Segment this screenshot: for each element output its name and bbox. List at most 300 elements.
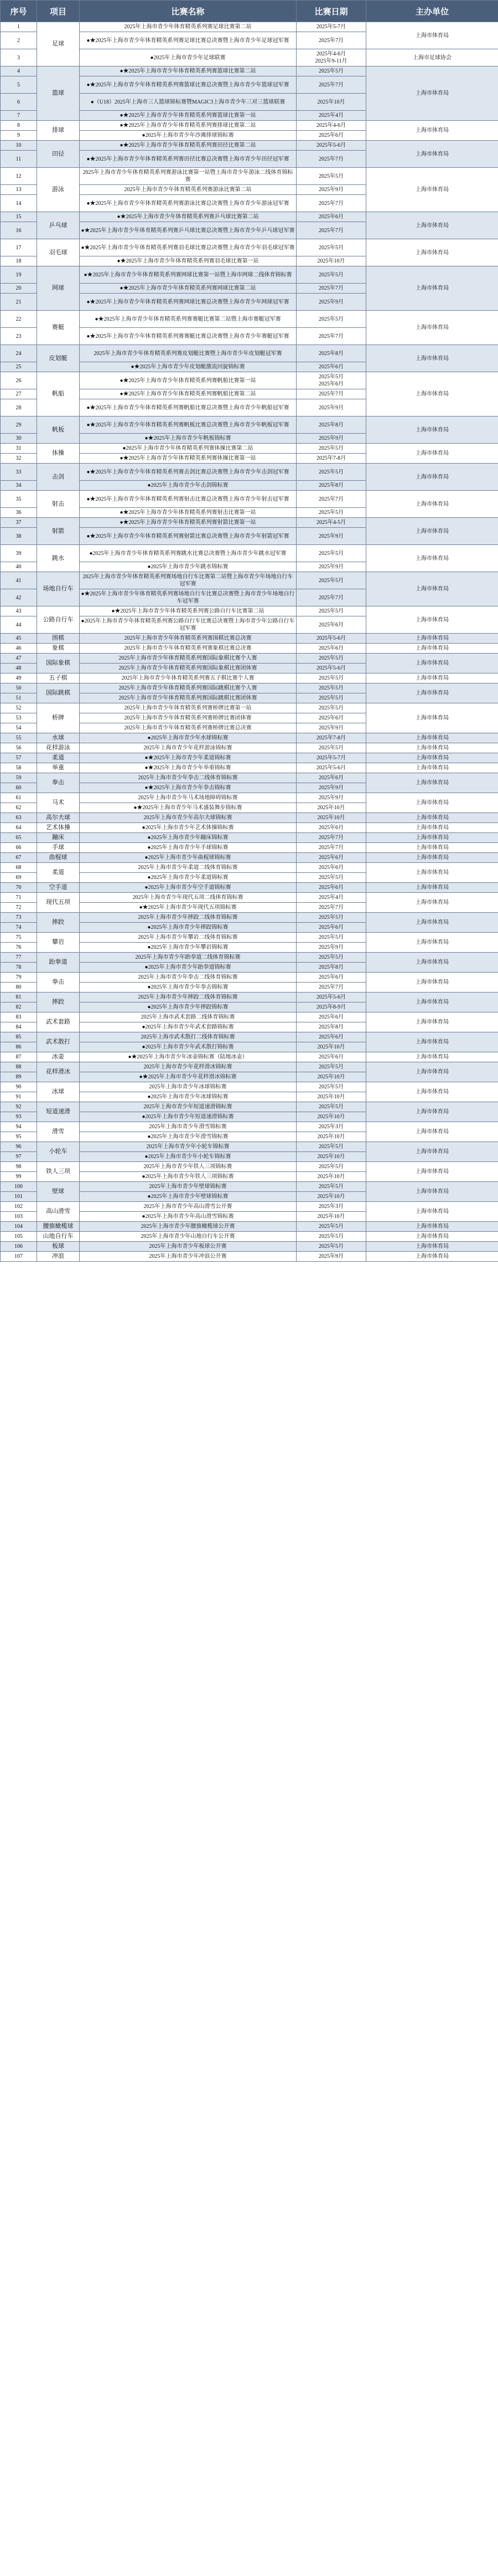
row-event-name: ●2025年上海市青少年体育精英系列赛公路自行车比赛总决赛暨上海市青少年公路自行车冠军赛 [80,616,297,634]
row-date: 2025年5月 2025年6月 [297,372,366,389]
row-organizer: 上海市体育局 [366,823,498,833]
row-project: 手球 [37,843,80,853]
row-project: 排球 [37,121,80,141]
table-row [1,993,498,1002]
row-project: 高山滑雪 [37,1202,80,1222]
row-seq: 62 [1,803,37,813]
row-date: 2025年6月 [297,713,366,723]
row-event-name: ●2025年上海市青少年手球锦标赛 [80,843,297,853]
row-seq: 29 [1,417,37,434]
row-seq: 18 [1,256,37,266]
row-organizer: 上海市体育局 [366,993,498,1012]
row-date: 2025年5月 [297,1162,366,1172]
table-row [1,66,498,76]
row-event-name: 2025年上海市青少年马术场地障碍锦标赛 [80,793,297,803]
row-date: 2025年6月 [297,644,366,654]
row-event-name: ●2025年上海市青少年攀岩锦标赛 [80,943,297,953]
row-project: 马术 [37,793,80,813]
row-event-name: 2025年上海市青少年短道速滑锦标赛 [80,1102,297,1112]
row-seq: 81 [1,993,37,1002]
row-seq: 87 [1,1052,37,1062]
row-date: 2025年5月 [297,508,366,518]
row-organizer: 上海市体育局 [366,953,498,973]
table-row [1,239,498,256]
row-date: 2025年5-7月 [297,753,366,763]
row-seq: 68 [1,863,37,873]
row-project: 体操 [37,444,80,464]
row-seq: 105 [1,1232,37,1242]
row-seq: 83 [1,1012,37,1022]
row-project: 网球 [37,266,80,311]
row-seq: 90 [1,1082,37,1092]
row-date: 2025年10月 [297,1192,366,1202]
row-project: 蹦床 [37,833,80,843]
row-organizer: 上海市体育局 [366,66,498,121]
row-seq: 70 [1,883,37,893]
row-organizer: 上海市体育局 [366,863,498,883]
row-organizer: 上海市体育局 [366,673,498,683]
row-project: 篮球 [37,66,80,121]
row-seq: 84 [1,1022,37,1032]
row-event-name: 2025年上海市青少年体育精英系列赛足球比赛第二站 [80,22,297,32]
row-organizer: 上海市体育局 [366,683,498,703]
row-date: 2025年5月 [297,703,366,713]
row-date: 2025年6月 [297,212,366,222]
row-seq: 10 [1,141,37,151]
row-organizer: 上海市体育局 [366,853,498,863]
row-event-name: 2025年上海市青少年高尔夫球锦标赛 [80,813,297,823]
row-event-name: 2025年上海市青少年体育精英系列赛桥牌比赛总决赛 [80,723,297,733]
row-organizer: 上海市体育局 [366,893,498,913]
row-date: 2025年6月 [297,823,366,833]
row-event-name: ●★2025年上海市青少年体育精英系列赛乒乓球比赛总决赛暨上海市青少年乒乓球冠军赛 [80,222,297,239]
row-date: 2025年6月 [297,616,366,634]
row-organizer: 上海市体育局 [366,239,498,266]
table-row [1,1232,498,1242]
row-organizer: 上海市体育局 [366,813,498,823]
row-date: 2025年10月 [297,1172,366,1182]
row-date: 2025年8月 [297,481,366,491]
row-seq: 23 [1,328,37,345]
row-date: 2025年5月 [297,873,366,883]
row-event-name: ●★2025年上海市青少年举重锦标赛 [80,763,297,773]
row-event-name: 2025年上海市青少年山地自行车公开赛 [80,1232,297,1242]
row-event-name: ●2025年上海市青少年足球联赛 [80,49,297,66]
row-date: 2025年6月 [297,863,366,873]
row-project: 短道速滑 [37,1102,80,1122]
row-organizer: 上海市体育局 [366,883,498,893]
table-row [1,464,498,481]
row-organizer: 上海市体育局 [366,464,498,491]
table-row [1,683,498,693]
row-event-name: ●★2025年上海市青少年帆板锦标赛 [80,434,297,444]
row-organizer: 上海市足球协会 [366,49,498,66]
row-event-name: 2025年上海市青少年跆拳道二线体育锦标赛 [80,953,297,963]
table-row [1,1012,498,1022]
row-event-name: 2025年上海市青少年体育精英系列赛五子棋比赛个人赛 [80,673,297,683]
row-date: 2025年5月 [297,545,366,562]
row-seq: 11 [1,151,37,168]
table-row [1,933,498,943]
row-date: 2025年9月 [297,185,366,195]
row-project: 击剑 [37,464,80,491]
row-date: 2025年10月 [297,1212,366,1222]
row-seq: 103 [1,1212,37,1222]
row-organizer: 上海市体育局 [366,141,498,168]
row-seq: 69 [1,873,37,883]
row-event-name: 2025年上海市青少年体育精英系列赛国际象棋比赛团体赛 [80,664,297,673]
row-event-name: ●★2025年上海市青少年柔道锦标赛 [80,753,297,763]
row-date: 2025年9月 [297,1252,366,1262]
table-row [1,572,498,589]
row-project: 围棋 [37,634,80,644]
row-date: 2025年5月 [297,1222,366,1232]
row-project: 高尔夫球 [37,813,80,823]
table-row [1,813,498,823]
row-event-name: ●★2025年上海市青少年体育精英系列赛帆船比赛第一站 [80,372,297,389]
row-event-name: ●2025年上海市青少年击剑锦标赛 [80,481,297,491]
row-project: 拳击 [37,973,80,993]
row-event-name: 2025年上海市青少年小轮车锦标赛 [80,1142,297,1152]
table-row [1,311,498,328]
row-date: 2025年5月 [297,933,366,943]
row-event-name: 2025年上海市青少年体育精英系列赛场地自行车比赛第二站暨上海市青少年场地自行车冠军赛 [80,572,297,589]
row-date: 2025年9月 [297,723,366,733]
row-date: 2025年6月 [297,923,366,933]
row-date: 2025年7月 [297,328,366,345]
row-seq: 61 [1,793,37,803]
row-seq: 4 [1,66,37,76]
row-organizer: 上海市体育局 [366,743,498,753]
row-organizer: 上海市体育局 [366,121,498,141]
row-event-name: 2025年上海市青少年腰旗橄榄球公开赛 [80,1222,297,1232]
row-organizer: 上海市体育局 [366,1062,498,1082]
row-event-name: 2025年上海市武术散打二线体育锦标赛 [80,1032,297,1042]
row-seq: 9 [1,131,37,141]
row-project: 小轮车 [37,1142,80,1162]
table-row [1,763,498,773]
row-event-name: ●2025年上海市青少年小轮车锦标赛 [80,1152,297,1162]
row-event-name: 2025年上海市青少年铁人三项锦标赛 [80,1162,297,1172]
row-seq: 99 [1,1172,37,1182]
row-date: 2025年5-7月 [297,22,366,32]
row-seq: 102 [1,1202,37,1212]
row-event-name: ●2025年上海市青少年拳击锦标赛 [80,983,297,993]
row-seq: 12 [1,168,37,185]
row-event-name: 2025年上海市青少年花样滑冰锦标赛 [80,1062,297,1072]
row-seq: 54 [1,723,37,733]
row-project: 冰壶 [37,1052,80,1062]
row-seq: 31 [1,444,37,454]
row-event-name: 2025年上海市青少年体育精英系列赛游泳比赛第一站暨上海市青少年游泳二线体育锦标赛 [80,168,297,185]
row-seq: 14 [1,195,37,212]
row-seq: 89 [1,1072,37,1082]
row-date: 2025年5-6月 [297,634,366,644]
row-event-name: ●2025年上海市青少年柔道锦标赛 [80,873,297,883]
table-row [1,1162,498,1172]
row-date: 2025年6月 [297,883,366,893]
row-event-name: ●★2025年上海市青少年现代五项锦标赛 [80,903,297,913]
row-date: 2025年5月 [297,66,366,76]
row-seq: 37 [1,518,37,528]
row-seq: 98 [1,1162,37,1172]
row-seq: 96 [1,1142,37,1152]
row-event-name: ●2025年上海市青少年曲棍球锦标赛 [80,853,297,863]
row-project: 壁球 [37,1182,80,1202]
row-date: 2025年9月 [297,399,366,417]
row-date: 2025年5月 [297,311,366,328]
row-event-name: ●2025年上海市青少年摔跤锦标赛 [80,923,297,933]
row-project: 铁人三项 [37,1162,80,1182]
row-organizer: 上海市体育局 [366,1082,498,1102]
row-event-name: ●2025年上海市青少年蹦床锦标赛 [80,833,297,843]
row-project: 攀岩 [37,933,80,953]
row-seq: 5 [1,76,37,94]
row-date: 2025年10月 [297,803,366,813]
row-seq: 78 [1,963,37,973]
row-event-name: 2025年上海市武术套路二线体育锦标赛 [80,1012,297,1022]
row-date: 2025年5月 [297,1102,366,1112]
row-event-name: ●★2025年上海市青少年马术盛装舞步锦标赛 [80,803,297,813]
row-organizer: 上海市体育局 [366,913,498,933]
row-organizer: 上海市体育局 [366,1242,498,1252]
row-date: 2025年6月 [297,362,366,372]
table-row [1,121,498,131]
row-seq: 32 [1,454,37,464]
row-seq: 51 [1,693,37,703]
row-date: 2025年9月 [297,434,366,444]
table-row [1,673,498,683]
row-event-name: 2025年上海市青少年攀岩二线体育锦标赛 [80,933,297,943]
row-date: 2025年9月 [297,528,366,545]
row-organizer: 上海市体育局 [366,417,498,444]
row-date: 2025年5月 [297,606,366,616]
row-event-name: ●★2025年上海市青少年冰壶锦标赛（陆地冰壶） [80,1052,297,1062]
row-organizer: 上海市体育局 [366,733,498,743]
row-project: 拳击 [37,773,80,793]
table-row [1,1242,498,1252]
row-event-name: ●2025年上海市青少年摔跤锦标赛 [80,1002,297,1012]
table-row [1,654,498,664]
row-date: 2025年3月 [297,1202,366,1212]
row-date: 2025年5月 [297,239,366,256]
row-event-name: ●★2025年上海市青少年体育精英系列赛羽毛球比赛总决赛暨上海市青少年羽毛球冠军赛 [80,239,297,256]
row-seq: 107 [1,1252,37,1262]
row-seq: 95 [1,1132,37,1142]
row-event-name: ●★2025年上海市青少年体育精英系列赛公路自行车比赛第二站 [80,606,297,616]
row-organizer: 上海市体育局 [366,1122,498,1142]
row-date: 2025年7月 [297,195,366,212]
row-event-name: 2025年上海市青少年壁球锦标赛 [80,1182,297,1192]
row-event-name: ●★2025年上海市青少年体育精英系列赛射击比赛第一站 [80,508,297,518]
row-date: 2025年7月 [297,284,366,294]
row-organizer: 上海市体育局 [366,1142,498,1162]
row-event-name: 2025年上海市青少年拳击二线体育锦标赛 [80,973,297,983]
row-event-name: ●2025年上海市青少年跆拳道锦标赛 [80,963,297,973]
row-event-name: ●2025年上海市青少年武术散打锦标赛 [80,1042,297,1052]
row-project: 武术散打 [37,1032,80,1052]
row-project: 足球 [37,22,80,66]
row-date: 2025年5月 [297,572,366,589]
row-organizer: 上海市体育局 [366,1162,498,1182]
row-seq: 2 [1,32,37,49]
row-project: 曲棍球 [37,853,80,863]
row-seq: 35 [1,491,37,508]
row-event-name: 2025年上海市青少年柔道二线体育锦标赛 [80,863,297,873]
row-event-name: 2025年上海市青少年拳击二线体育锦标赛 [80,773,297,783]
table-row [1,863,498,873]
row-project: 帆板 [37,417,80,444]
row-event-name: ●★2025年上海市青少年体育精英系列赛乒乓球比赛第二站 [80,212,297,222]
row-seq: 3 [1,49,37,66]
row-organizer: 上海市体育局 [366,1182,498,1202]
row-event-name: ●★2025年上海市青少年体育精英系列赛射箭比赛总决赛暨上海市青少年射箭冠军赛 [80,528,297,545]
row-date: 2025年5月 [297,444,366,454]
row-date: 2025年6月 [297,131,366,141]
row-seq: 13 [1,185,37,195]
row-date: 2025年5月 [297,464,366,481]
row-project: 水球 [37,733,80,743]
row-organizer: 上海市体育局 [366,22,498,49]
row-event-name: 2025年上海市青少年摔跤二线体育锦标赛 [80,993,297,1002]
row-date: 2025年10月 [297,1112,366,1122]
table-row [1,22,498,32]
row-date: 2025年4月 [297,893,366,903]
row-project: 跳水 [37,545,80,572]
table-row [1,1032,498,1042]
row-project: 国际跳棋 [37,683,80,703]
row-organizer: 上海市体育局 [366,1052,498,1062]
header-date: 比赛日期 [297,1,366,22]
table-body [1,22,498,1262]
row-seq: 76 [1,943,37,953]
row-event-name: ●2025年上海市青少年短道速滑锦标赛 [80,1112,297,1122]
row-seq: 28 [1,399,37,417]
row-seq: 40 [1,562,37,572]
row-organizer: 上海市体育局 [366,345,498,372]
table-row [1,444,498,454]
row-event-name: ●★2025年上海市青少年体育精英系列赛帆船比赛总决赛暨上海市青少年帆船冠军赛 [80,399,297,417]
row-seq: 56 [1,743,37,753]
row-date: 2025年5月 [297,266,366,284]
events-table [0,0,498,1262]
row-seq: 60 [1,783,37,793]
row-date: 2025年7月 [297,589,366,606]
row-date: 2025年5-6月 [297,763,366,773]
row-event-name: 2025年上海市青少年体育精英系列赛游泳比赛第二站 [80,185,297,195]
table-row [1,853,498,863]
table-row [1,212,498,222]
row-project: 花样滑冰 [37,1062,80,1082]
row-event-name: ●2025年上海市青少年壁球锦标赛 [80,1192,297,1202]
row-event-name: ●★2025年上海市青少年体育精英系列赛帆船比赛第二站 [80,389,297,399]
row-organizer: 上海市体育局 [366,311,498,345]
table-row [1,893,498,903]
row-project: 现代五项 [37,893,80,913]
row-seq: 74 [1,923,37,933]
row-event-name: ●★2025年上海市青少年体育精英系列赛田径比赛第二站 [80,141,297,151]
row-event-name: 2025年上海市青少年冰球锦标赛 [80,1082,297,1092]
row-project: 羽毛球 [37,239,80,266]
row-organizer: 上海市体育局 [366,372,498,417]
row-project: 乒乓球 [37,212,80,239]
row-date: 2025年5月 [297,168,366,185]
row-seq: 82 [1,1002,37,1012]
row-event-name: ●★2025年上海市青少年花样滑冰锦标赛 [80,1072,297,1082]
row-project: 公路自行车 [37,606,80,634]
row-date: 2025年7月 [297,903,366,913]
row-date: 2025年5-6月 [297,664,366,673]
row-event-name: 2025年上海市青少年体育精英系列赛象棋比赛总决赛 [80,644,297,654]
row-event-name: 2025年上海市青少年体育精英系列赛桥牌比赛团体赛 [80,713,297,723]
row-date: 2025年5月 [297,693,366,703]
row-event-name: 2025年上海市青少年板球公开赛 [80,1242,297,1252]
row-organizer: 上海市体育局 [366,1202,498,1222]
row-project: 场地自行车 [37,572,80,606]
row-date: 2025年4-5月 [297,518,366,528]
table-row [1,703,498,713]
row-event-name: ●★2025年上海市青少年体育精英系列赛篮球比赛总决赛暨上海市青少年篮球冠军赛 [80,76,297,94]
row-date: 2025年5月 [297,683,366,693]
row-seq: 58 [1,763,37,773]
row-date: 2025年10月 [297,94,366,111]
row-seq: 91 [1,1092,37,1102]
row-event-name: ●★2025年上海市青少年体育精英系列赛足球比赛总决赛暨上海市青少年足球冠军赛 [80,32,297,49]
row-event-name: 2025年上海市青少年高山滑雪公开赛 [80,1202,297,1212]
row-seq: 59 [1,773,37,783]
row-organizer: 上海市体育局 [366,703,498,733]
row-seq: 77 [1,953,37,963]
row-date: 2025年8月 [297,417,366,434]
row-date: 2025年4月 [297,111,366,121]
row-organizer: 上海市体育局 [366,572,498,606]
row-date: 2025年5月 [297,953,366,963]
row-seq: 64 [1,823,37,833]
row-event-name: ●★2025年上海市青少年体育精英系列赛田径比赛总决赛暨上海市青少年田径冠军赛 [80,151,297,168]
table-row [1,793,498,803]
row-project: 武术套路 [37,1012,80,1032]
row-organizer: 上海市体育局 [366,1232,498,1242]
table-row [1,634,498,644]
row-seq: 39 [1,545,37,562]
row-date: 2025年5月 [297,743,366,753]
row-organizer: 上海市体育局 [366,1252,498,1262]
row-event-name: ●2025年上海市青少年滑雪锦标赛 [80,1132,297,1142]
row-seq: 48 [1,664,37,673]
row-event-name: 2025年上海市青少年花样游泳锦标赛 [80,743,297,753]
row-seq: 104 [1,1222,37,1232]
row-date: 2025年5-6月 [297,993,366,1002]
row-project: 游泳 [37,168,80,212]
row-date: 2025年7月 [297,843,366,853]
row-seq: 80 [1,983,37,993]
table-row [1,644,498,654]
row-event-name: ●★2025年上海市青少年体育精英系列赛体操比赛第一站 [80,454,297,464]
table-row [1,913,498,923]
row-event-name: 2025年上海市青少年现代五项二线体育锦标赛 [80,893,297,903]
row-date: 2025年5月 [297,1232,366,1242]
row-project: 田径 [37,141,80,168]
row-seq: 57 [1,753,37,763]
row-organizer: 上海市体育局 [366,545,498,572]
row-date: 2025年10月 [297,1152,366,1162]
row-date: 2025年6月 [297,1052,366,1062]
row-seq: 20 [1,284,37,294]
row-organizer: 上海市体育局 [366,933,498,953]
table-row [1,1122,498,1132]
row-organizer: 上海市体育局 [366,1102,498,1122]
row-date: 2025年9月 [297,562,366,572]
